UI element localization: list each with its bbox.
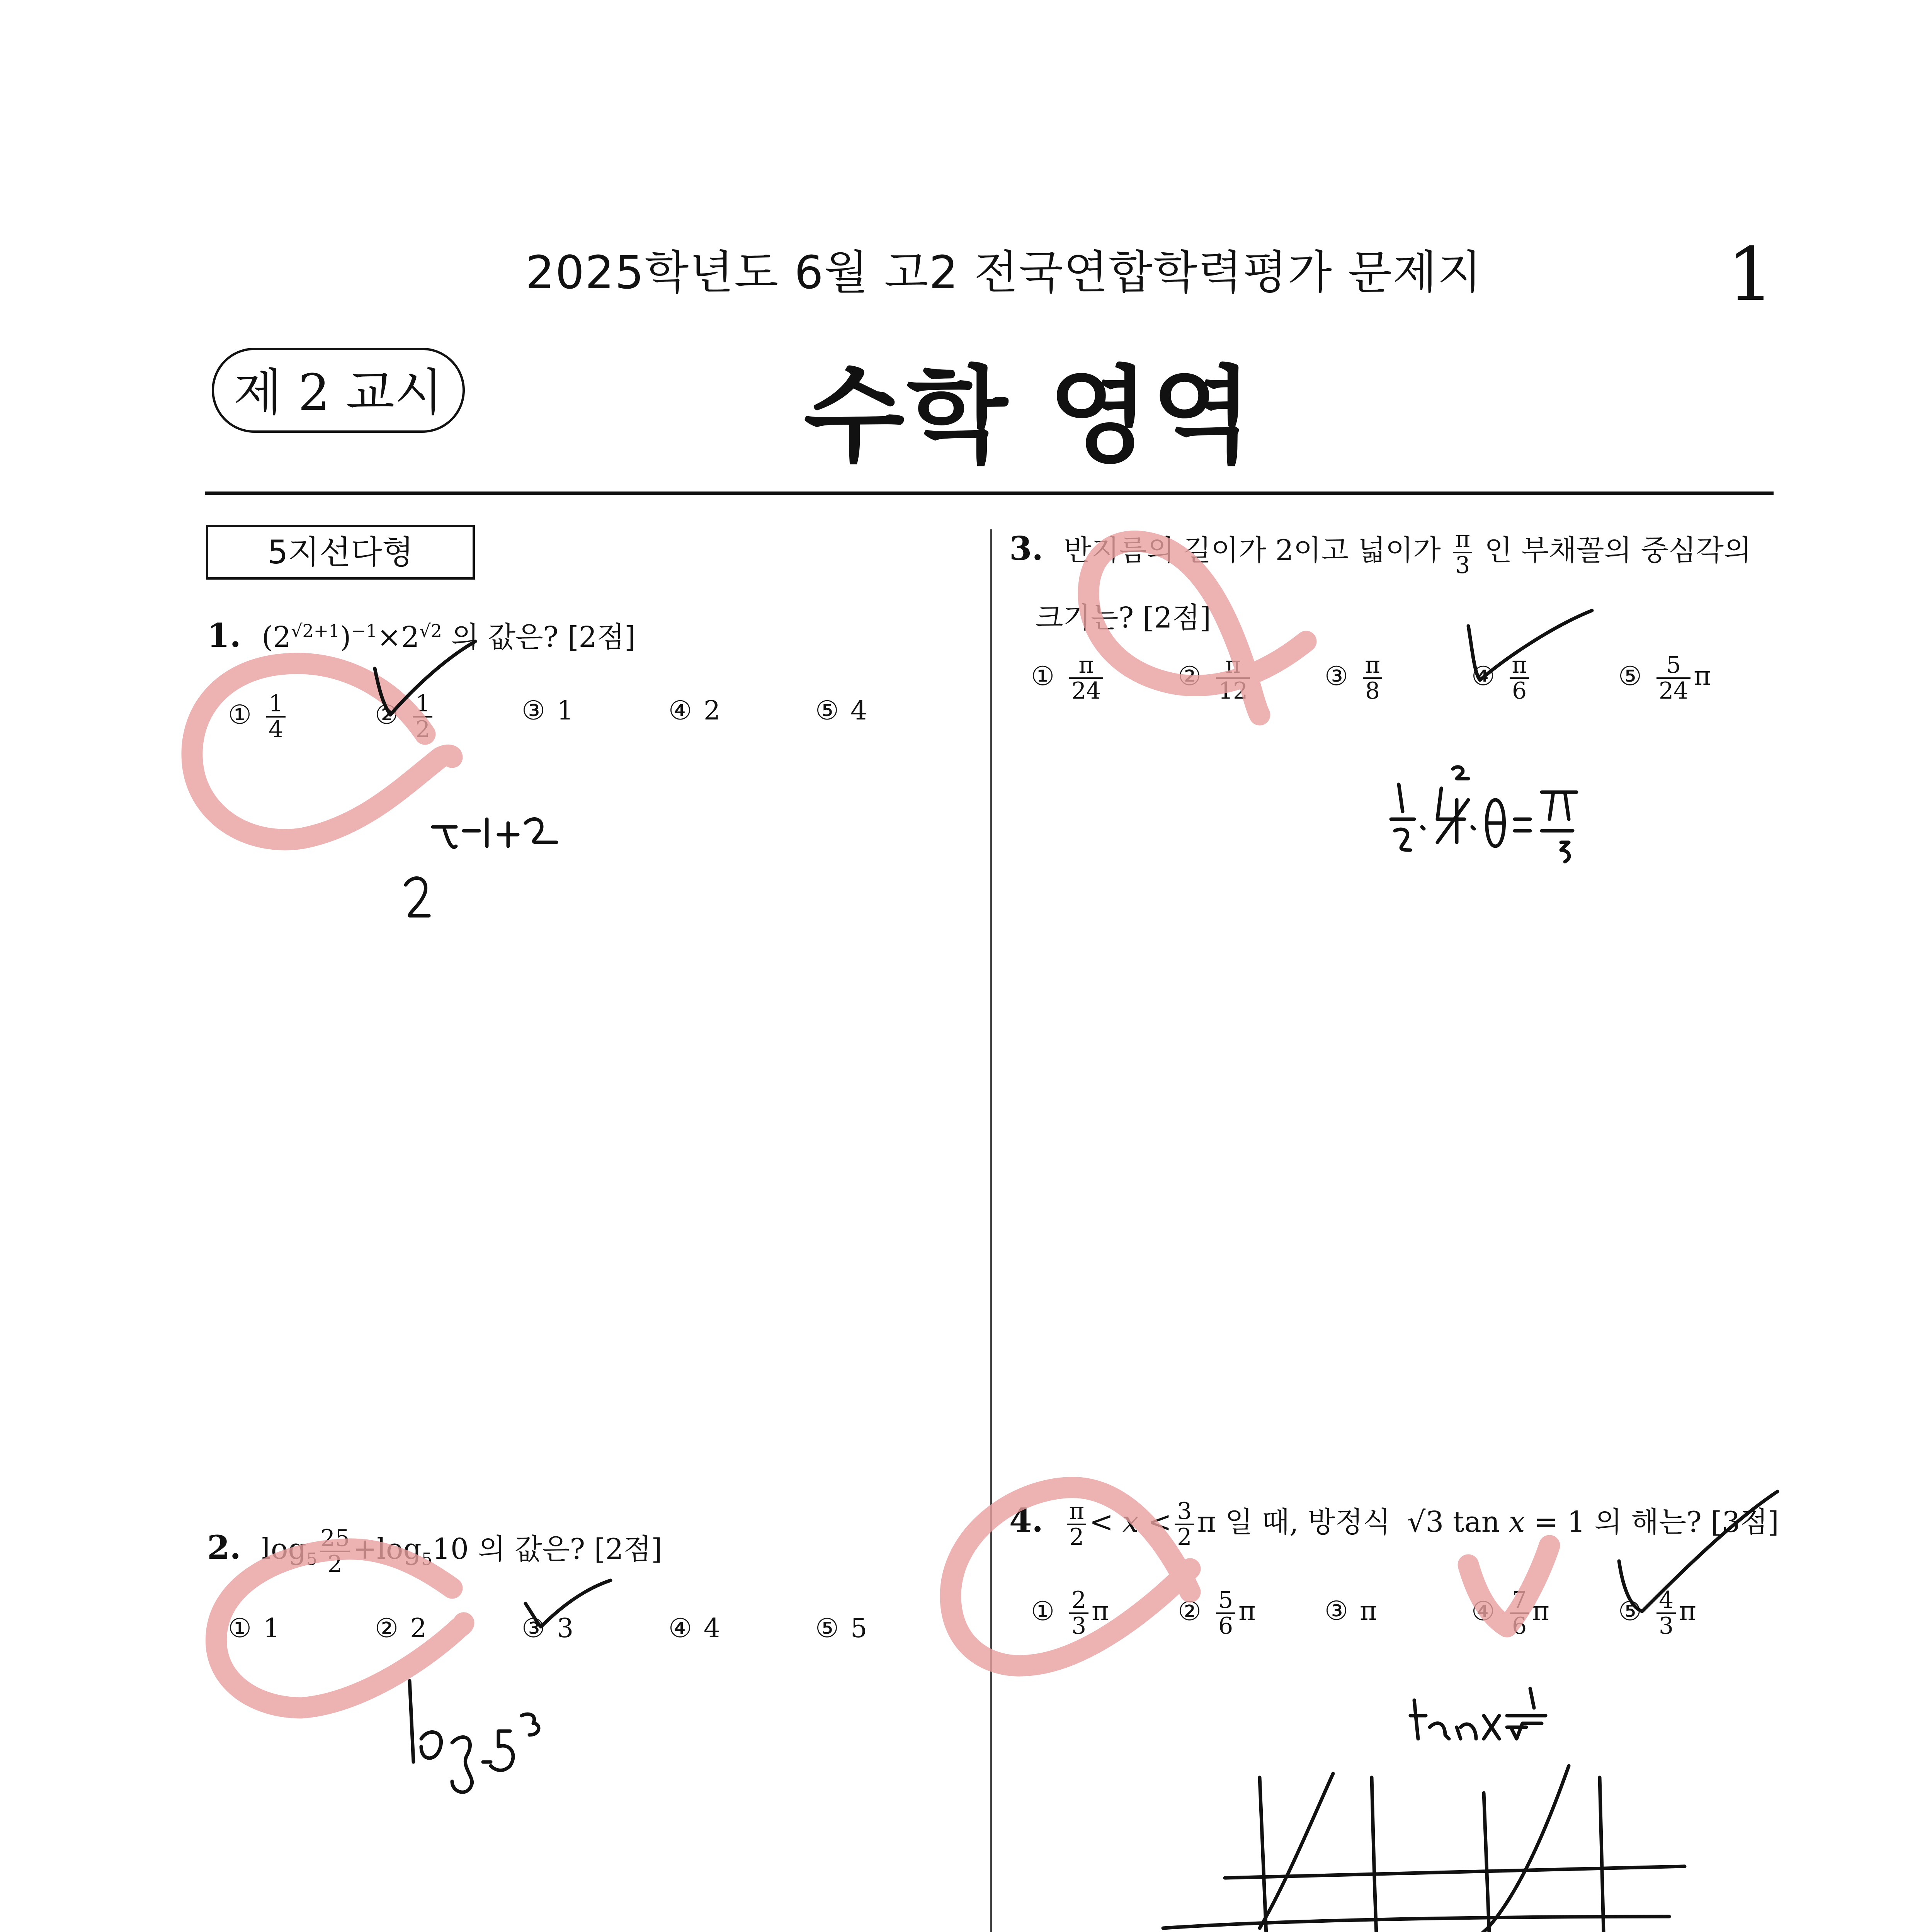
choice-2[interactable]: ② $\frac{5}{6}$ π	[1178, 1587, 1256, 1639]
choice-5[interactable]: ⑤ 4	[815, 696, 867, 726]
choice-3[interactable]: ③ 3	[522, 1613, 574, 1644]
question-number: 1.	[207, 616, 241, 655]
choices-q3	[1031, 653, 1765, 715]
exam-title: 2025학년도 6월 고2 전국연합학력평가 문제지	[526, 246, 1483, 299]
choices-q2	[228, 1613, 962, 1660]
question-stem: 의 해는? [3점]	[1594, 1505, 1779, 1539]
math-inequality: $\frac{\pi}{2}$ < x < $\frac{3}{2}$ π	[1064, 1505, 1216, 1539]
math-expression: $(2^{√2+1})^{-1}\times 2^{√2}$	[262, 620, 442, 654]
scratch-q1-base	[406, 878, 429, 916]
scratch-q2	[410, 1681, 539, 1792]
header-rule	[205, 492, 1774, 495]
question-stem: 반지름의 길이가 2이고 넓이가	[1064, 534, 1441, 567]
question-3	[1009, 527, 1751, 578]
graph-line-y1	[1225, 1866, 1685, 1878]
period-badge: 제 2 교시	[212, 348, 465, 433]
choice-5[interactable]: ⑤ $\frac{4}{3}$ π	[1618, 1587, 1696, 1639]
graph-asymptote-1	[1260, 1777, 1271, 1932]
choice-3[interactable]: ③ 1	[522, 696, 574, 726]
question-1	[207, 614, 636, 655]
choices-q1	[228, 692, 962, 746]
choice-5[interactable]: ⑤ 5	[815, 1613, 867, 1644]
scratch-q4-eq	[1410, 1689, 1546, 1739]
choice-1[interactable]: ① $\frac{1}{4}$	[228, 692, 289, 742]
question-stem: 일 때, 방정식	[1225, 1505, 1391, 1539]
choice-2[interactable]: ② $\frac{\pi}{12}$	[1178, 653, 1253, 703]
question-3-cont: 크기는? [2점]	[1036, 601, 1211, 634]
choices-q4	[1031, 1588, 1765, 1650]
math-fraction: $\frac{\pi}{3}$	[1453, 527, 1472, 578]
tan-graph	[1163, 1766, 1685, 1932]
choice-1[interactable]: ① $\frac{\pi}{24}$	[1031, 653, 1106, 703]
math-expression: $\log_5$ $\frac{25}{2}$ $+\log_510$	[262, 1525, 469, 1578]
column-divider	[990, 529, 992, 1932]
math-equation: √3 tan x = 1	[1407, 1505, 1585, 1539]
choice-4[interactable]: ④ $\frac{\pi}{6}$	[1471, 653, 1532, 703]
question-stem: 인 부채꼴의 중심각의	[1484, 534, 1752, 567]
question-number: 2.	[207, 1528, 241, 1567]
scratch-q1-exp	[433, 819, 556, 847]
choice-1[interactable]: ① 1	[228, 1613, 280, 1644]
question-2	[207, 1526, 662, 1577]
choice-4[interactable]: ④ 4	[668, 1613, 721, 1644]
graph-asymptote-4	[1600, 1777, 1605, 1932]
choice-3[interactable]: ③ $\frac{\pi}{8}$	[1325, 653, 1385, 703]
choice-5[interactable]: ⑤ $\frac{5}{24}$ π	[1618, 651, 1711, 704]
highlight-loop-q1	[192, 663, 452, 840]
choice-2[interactable]: ② 2	[375, 1613, 427, 1644]
choice-2[interactable]: ② $\frac{1}{2}$	[375, 692, 435, 742]
pen-marks	[375, 611, 1777, 1932]
page-number: 1	[1727, 232, 1774, 317]
question-type-label: 5지선다형	[206, 525, 475, 580]
choice-3[interactable]: ③ π	[1325, 1596, 1377, 1626]
choice-1[interactable]: ① $\frac{2}{3}$ π	[1031, 1587, 1109, 1639]
choice-4[interactable]: ④ 2	[668, 696, 721, 726]
graph-asymptote-3	[1484, 1793, 1492, 1932]
choice-4[interactable]: ④ $\frac{7}{6}$ π	[1471, 1587, 1549, 1639]
question-stem: 의 값은? [2점]	[478, 1532, 662, 1566]
graph-tan-branch-2	[1426, 1766, 1569, 1932]
question-4	[1009, 1499, 1779, 1549]
graph-axis-x	[1163, 1917, 1669, 1928]
graph-tan-branch-1	[1260, 1774, 1333, 1928]
question-number: 4.	[1009, 1501, 1043, 1540]
question-number: 3.	[1009, 529, 1043, 568]
graph-asymptote-2	[1372, 1777, 1379, 1932]
subject-title: 수학 영역	[804, 355, 1255, 477]
question-stem: 의 값은? [2점]	[451, 621, 636, 654]
scratch-q3	[1391, 767, 1577, 862]
